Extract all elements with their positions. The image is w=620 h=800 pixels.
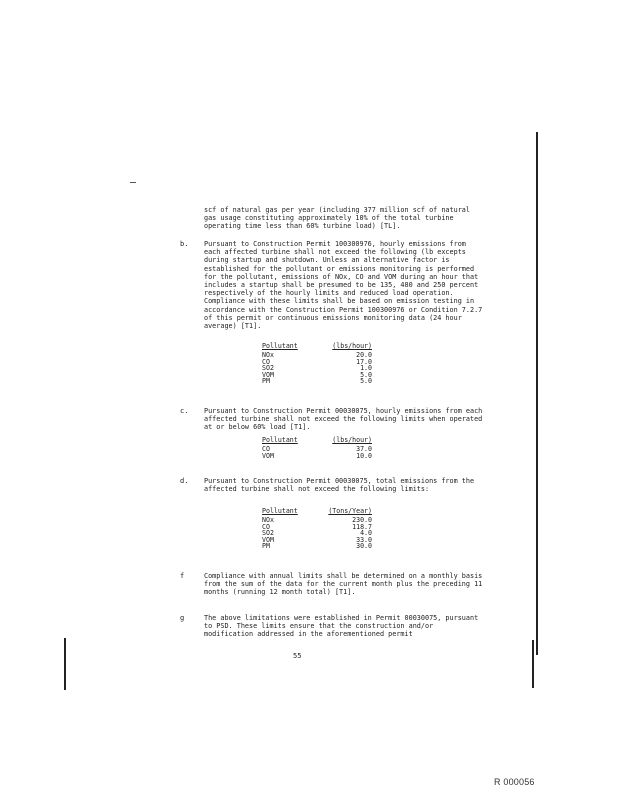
table-cell: 1.0 — [360, 364, 372, 373]
table-cell: SO2 — [262, 529, 274, 538]
table-cell: VOM — [262, 451, 274, 460]
section-b-text: Pursuant to Construction Permit 100300976, hourly emissions from each affected turbine shall not exceed the following (lb excepts during startup and shutdown. Unless an alternative factor is established for the pollutant or emissions monitoring is performed for the pollutant, emissions of NOx, CO and VOM during an hour that includes a startup shall be presumed to be 135, 480 and 250 percent respectively of the hourly limits and reduced load operation. Compliance with these limits shall be based on emission testing in accordance with the Construction Permit 100300976 or Condition 7.2.7 of this permit or continuous emissions monitoring data (24 hour average) [T1]. — [204, 240, 483, 331]
table-cell: 33.0 — [356, 535, 372, 544]
intro-paragraph: scf of natural gas per year (including 377 million scf of natural gas usage constituting approximately 10% of the total turbine operating time less than 60% turbine load) [TL]. — [204, 206, 470, 231]
table-cell: 17.0 — [356, 357, 372, 366]
section-g-text: The above limitations were established in Permit 00030075, pursuant to PSD. These limits ensure that the construction and/or modification addressed in the aforementioned permit — [204, 614, 479, 639]
table-header: Pollutant — [262, 342, 298, 350]
table-cell: 4.0 — [360, 529, 372, 538]
table-cell: 30.0 — [356, 542, 372, 551]
table-cell: VOM — [262, 370, 274, 379]
bates-number: R 000056 — [494, 777, 535, 787]
table-cell: CO — [262, 445, 270, 454]
table-header: (lbs/hour) — [332, 342, 372, 350]
section-f-text: Compliance with annual limits shall be determined on a monthly basis from the sum of the data for the current month plus the preceding 11 months (running 12 month total) [T1]. — [204, 572, 483, 597]
page-number: 55 — [293, 652, 302, 660]
table-header: Pollutant — [262, 436, 298, 444]
section-g-letter: g — [180, 614, 185, 622]
table-cell: 37.0 — [356, 445, 372, 454]
table-cell: CO — [262, 357, 270, 366]
table-header: (lbs/hour) — [332, 436, 372, 444]
table-cell: PM — [262, 377, 270, 386]
table-cell: 5.0 — [360, 370, 372, 379]
table-cell: 118.7 — [352, 522, 372, 531]
section-b-letter: b. — [180, 240, 189, 248]
section-c-table — [262, 437, 372, 459]
section-d-table — [262, 508, 372, 549]
table-cell: NOx — [262, 516, 274, 525]
table-cell: 230.0 — [352, 516, 372, 525]
table-cell: NOx — [262, 351, 274, 360]
table-cell: PM — [262, 542, 270, 551]
left-margin-rule-bottom — [64, 638, 66, 690]
section-d-text: Pursuant to Construction Permit 00030075, total emissions from the affected turbine shall not exceed the following limits: — [204, 477, 475, 494]
table-header: Pollutant — [262, 507, 298, 515]
section-b-table — [262, 343, 372, 384]
section-f-letter: f — [180, 572, 185, 580]
margin-mark — [130, 182, 136, 183]
table-cell: 5.0 — [360, 377, 372, 386]
table-header: (Tons/Year) — [328, 507, 372, 515]
table-cell: SO2 — [262, 364, 274, 373]
table-cell: VOM — [262, 535, 274, 544]
section-c-letter: c. — [180, 407, 189, 415]
table-cell: CO — [262, 522, 270, 531]
right-margin-rule-bottom — [532, 640, 534, 688]
table-cell: 10.0 — [356, 451, 372, 460]
right-margin-rule — [536, 132, 538, 655]
section-d-letter: d. — [180, 477, 189, 485]
section-c-text: Pursuant to Construction Permit 00030075, hourly emissions from each affected turbine shall not exceed the following limits when operated at or below 60% load [T1]. — [204, 407, 483, 432]
table-cell: 20.0 — [356, 351, 372, 360]
